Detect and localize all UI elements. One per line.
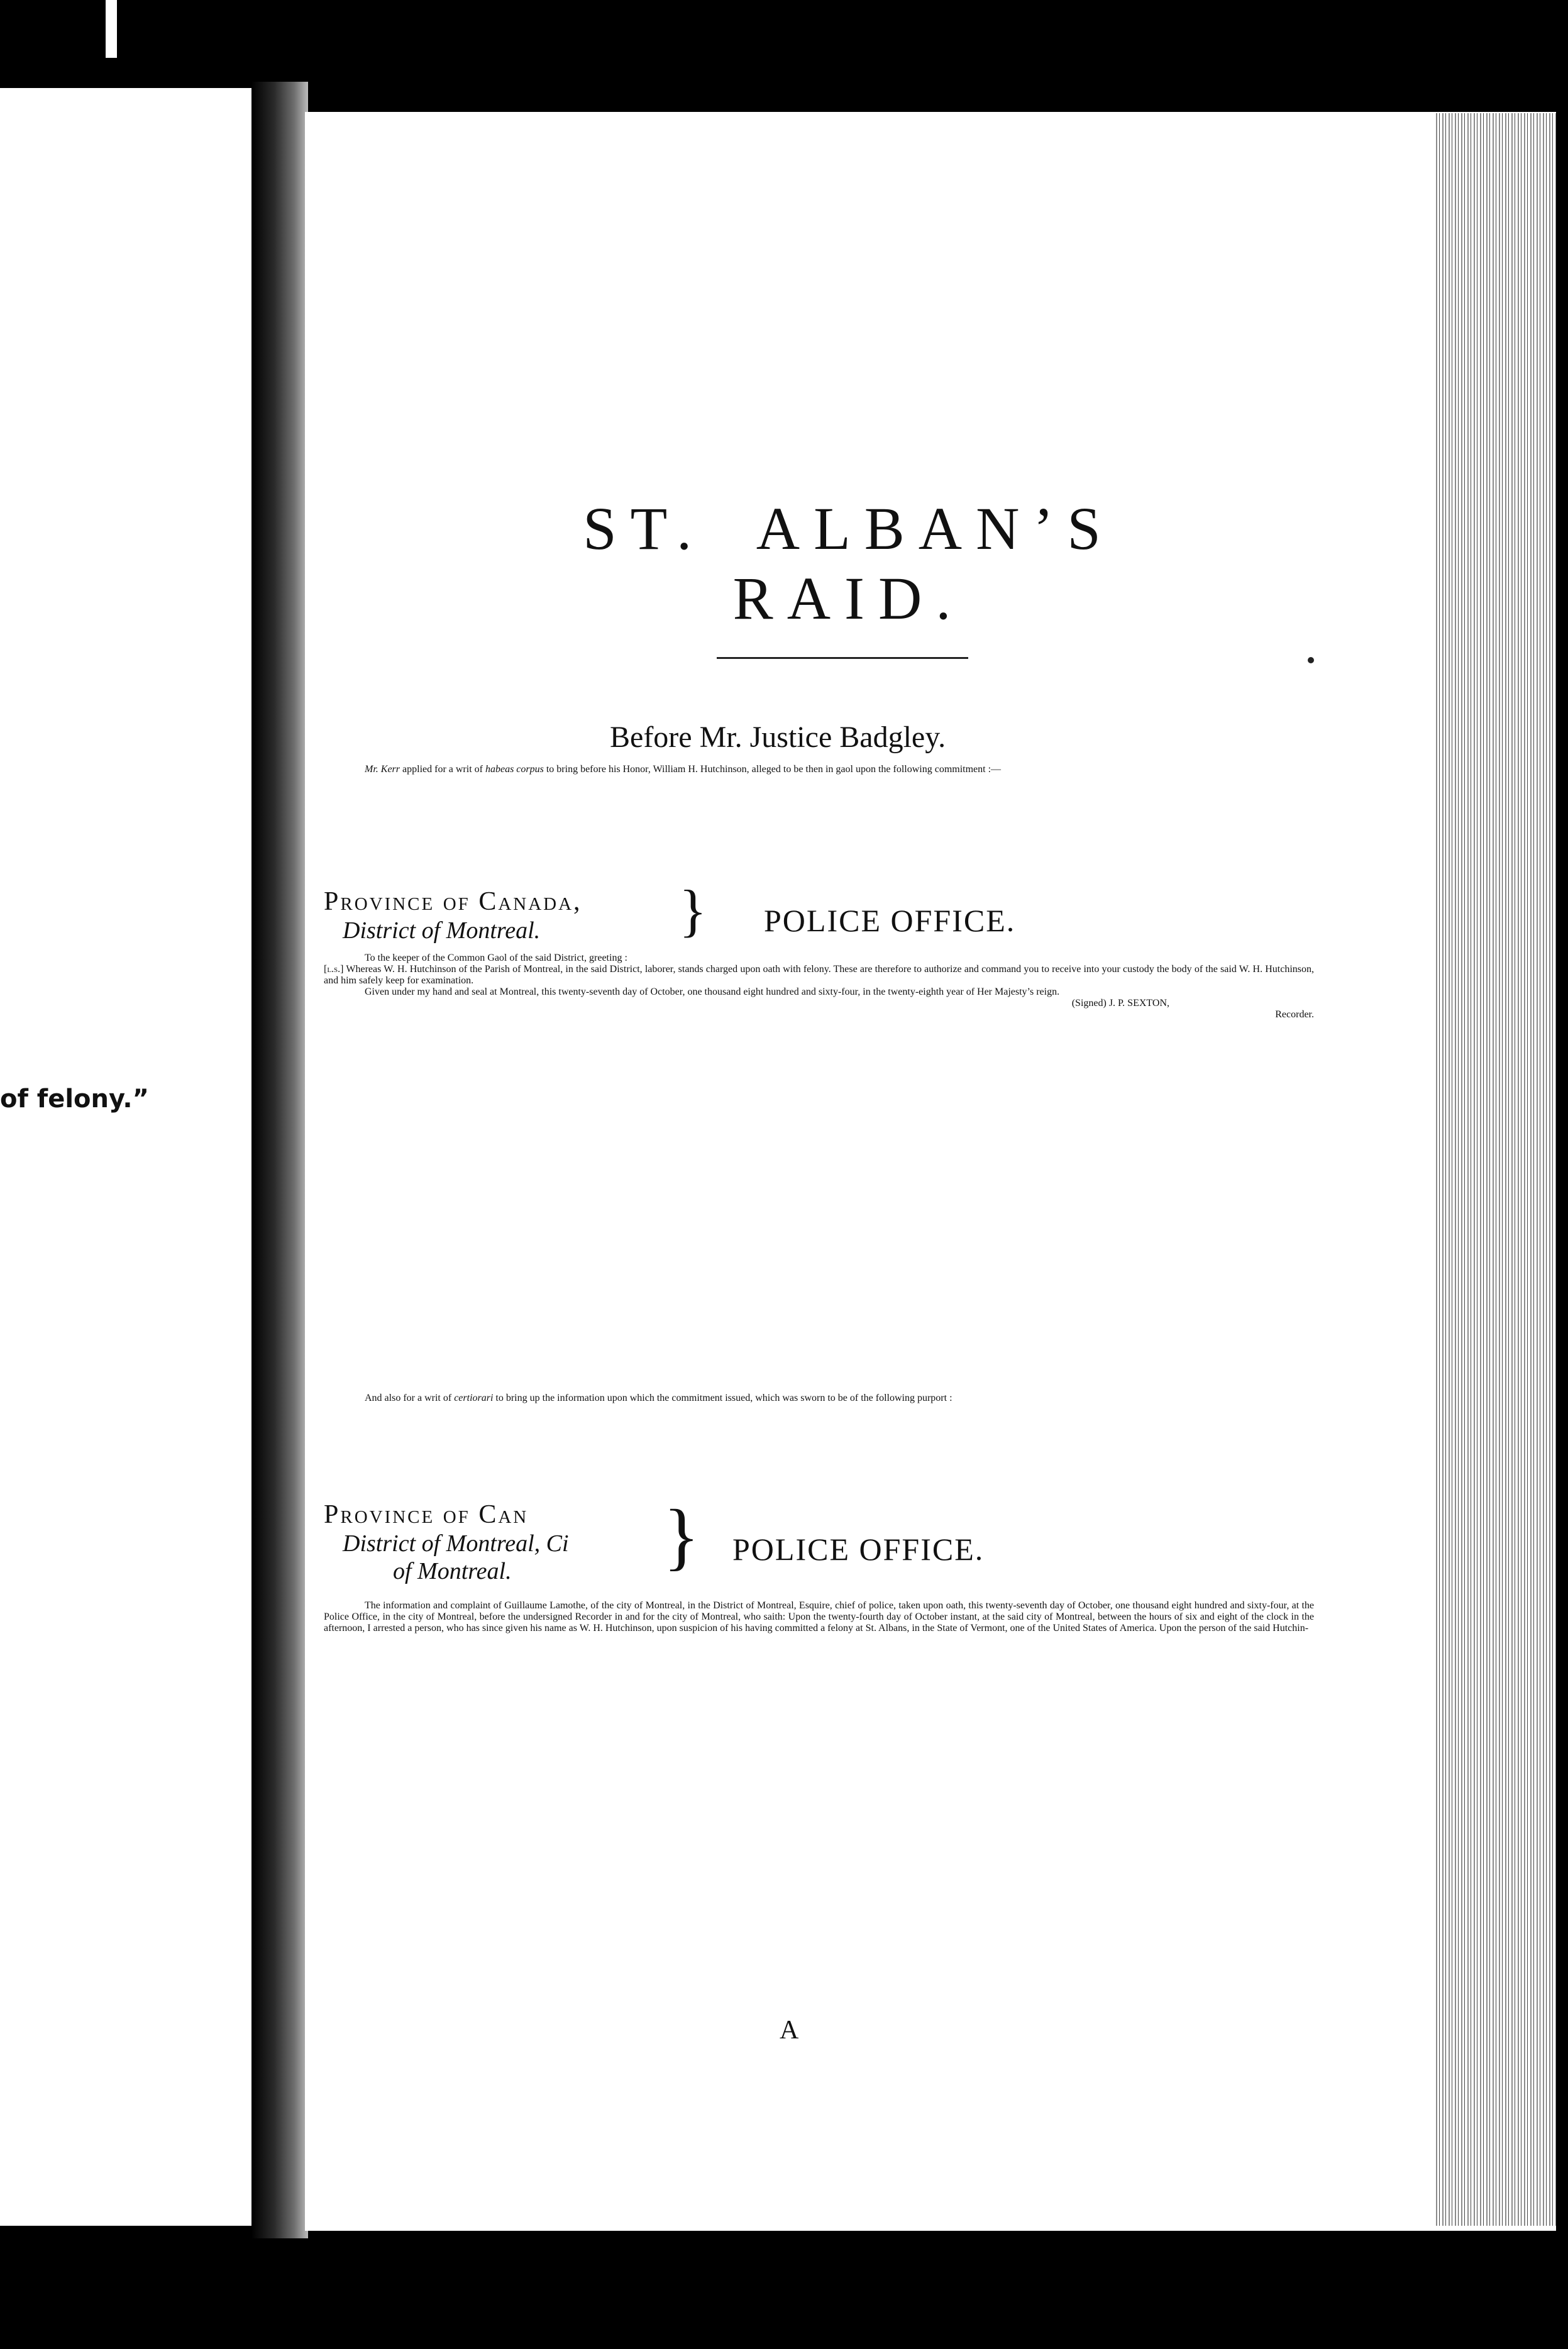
certiorari-text: And also for a writ of certiorari to bring up the information upon which the commitment issued, which was sworn to be of the following purport : xyxy=(365,1393,952,1403)
district-label: District of Montreal. xyxy=(343,917,541,944)
police-office-heading: POLICE OFFICE. xyxy=(764,903,1016,938)
page-title: ST. ALBAN’S RAID. xyxy=(583,495,1115,632)
commitment-header xyxy=(324,878,1314,944)
warrant-greeting: To the keeper of the Common Gaol of the said District, greeting : xyxy=(365,953,627,963)
district-label-3: of Montreal. xyxy=(393,1558,512,1584)
left-page xyxy=(0,88,251,2226)
information-paragraph xyxy=(324,1600,1314,1634)
book-gutter xyxy=(251,82,308,2238)
ink-dot xyxy=(1308,657,1314,663)
brace: } xyxy=(679,878,707,942)
intro-paragraph xyxy=(324,764,1314,775)
signature-title: Recorder. xyxy=(1275,1009,1314,1020)
warrant xyxy=(324,953,1314,1020)
court-heading: Before Mr. Justice Badgley. xyxy=(610,721,946,754)
brace-2: } xyxy=(663,1494,700,1578)
certiorari-paragraph xyxy=(324,1393,1314,1404)
film-mark xyxy=(106,0,117,58)
district-label-2: District of Montreal, Ci xyxy=(343,1530,569,1557)
warrant-body: [l.s.] Whereas W. H. Hutchinson of the Parish of Montreal, in the said District, laborer, stands charged upon oath with felony. These are therefore to authorize and command you to receive into your custody the body of the said W. H. Hutchinson, and him safely keep for examination. xyxy=(324,964,1315,986)
information-header xyxy=(324,1494,1314,1585)
page-edges xyxy=(1433,113,1556,2226)
left-page-fragment: of felony.” xyxy=(0,1085,149,1114)
province-label-2: Province of Can xyxy=(324,1500,529,1529)
title-rule xyxy=(717,657,968,659)
information-text: The information and complaint of Guillaume Lamothe, of the city of Montreal, in the District of Montreal, Esquire, chief of police, taken upon oath, this twenty-seventh day of October, one thousand eight hundred and sixty-four, at the Police Office, in the city of Montreal, before the undersigned Recorder in and for the city of Montreal, who saith: Upon the twenty-fourth day of October instant, at the said city of Montreal, between the hours of six and eight of the clock in the afternoon, I arrested a person, who has since given his name as W. H. Hutchinson, upon suspicion of his having committed a felony at St. Albans, in the State of Vermont, one of the United States of America. Upon the person of the said Hutchin- xyxy=(324,1600,1314,1633)
warrant-given: Given under my hand and seal at Montreal, this twenty-seventh day of October, one thousand eight hundred and sixty-four, in the twenty-eighth year of Her Majesty’s reign. xyxy=(365,987,1060,997)
province-label: Province of Canada, xyxy=(324,887,582,916)
signature: (Signed) J. P. SEXTON, xyxy=(1071,998,1169,1009)
intro-text: Mr. Kerr applied for a writ of habeas corpus to bring before his Honor, William H. Hutchinson, alleged to be then in gaol upon the following commitment :— xyxy=(365,764,1002,775)
police-office-heading-2: POLICE OFFICE. xyxy=(732,1532,985,1567)
signature-mark: A xyxy=(780,2016,799,2045)
right-page xyxy=(305,112,1556,2231)
seal-mark: [l.s.] xyxy=(324,964,344,975)
